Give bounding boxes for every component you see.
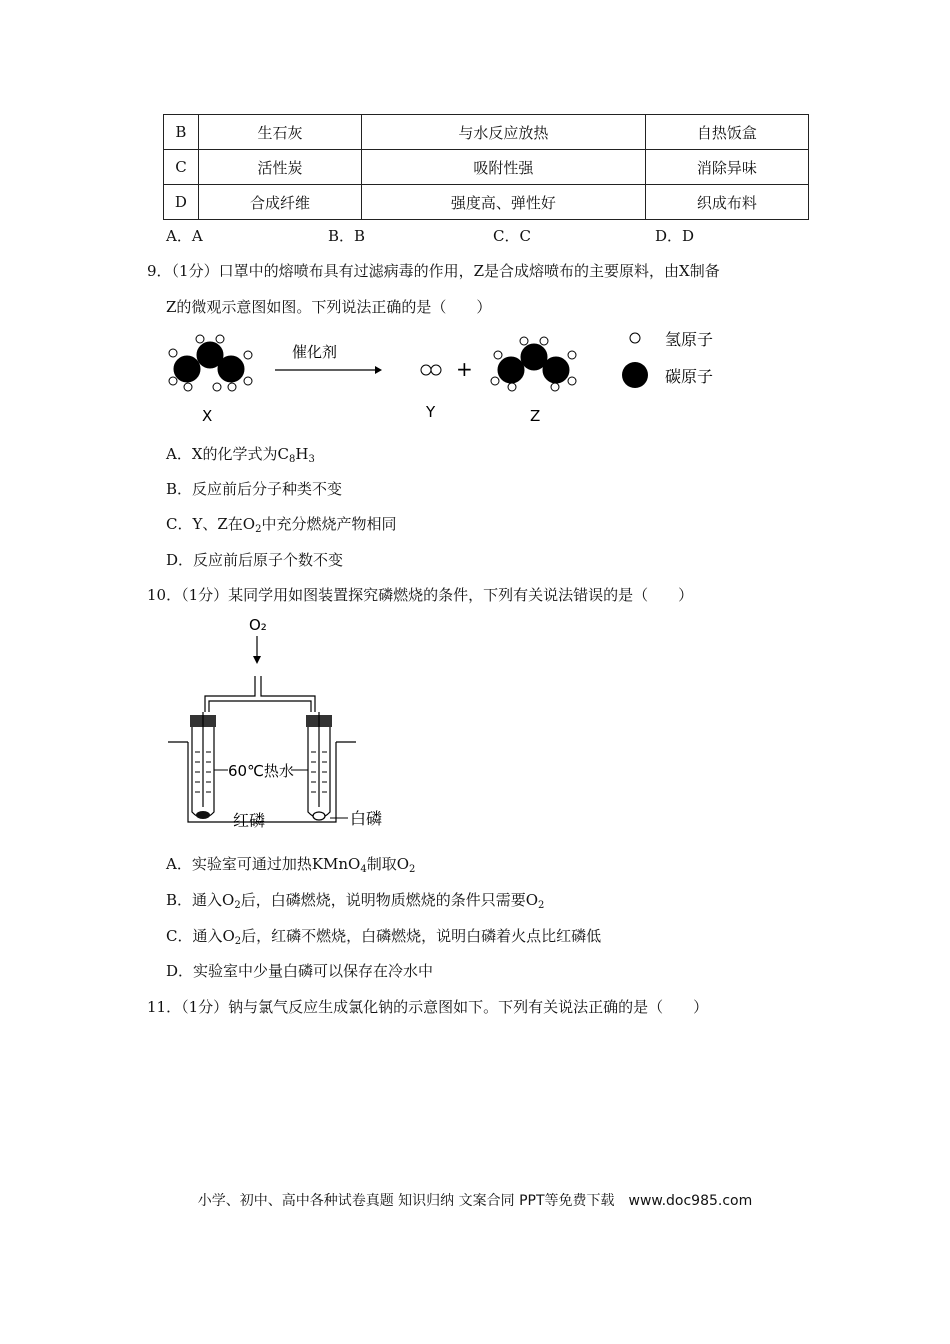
q10-apparatus-diagram <box>160 612 400 837</box>
carbon-atom-icon <box>622 362 648 388</box>
table-row <box>164 150 809 185</box>
q11-stem: 11．（1分）钠与氯气反应生成氯化钠的示意图如下。下列有关说法正确的是（ ） <box>147 998 709 1016</box>
table-cell: D <box>164 185 199 220</box>
q10-option-c[interactable]: C．通入$O_2$后，红磷不燃烧，白磷燃烧，说明白磷着火点比红磷低 <box>166 927 602 947</box>
molecule-z <box>491 337 576 391</box>
q9-option-a[interactable]: A．X的化学式为$C_8H_3$ <box>166 445 315 465</box>
q10-stem: 10．（1分）某同学用如图装置探究磷燃烧的条件，下列有关说法错误的是（ ） <box>147 586 694 604</box>
q9-option-d[interactable]: D．反应前后原子个数不变 <box>166 551 344 569</box>
q8-choice-d[interactable]: D．D <box>655 227 695 245</box>
q8-choice-c[interactable]: C．C <box>493 227 531 245</box>
z-label: Z <box>530 407 541 425</box>
y-label: Y <box>426 403 436 421</box>
molecule-x <box>169 335 252 391</box>
molecule-y <box>421 365 441 375</box>
down-arrow-icon <box>253 656 261 664</box>
table-cell: 织成布料 <box>645 185 808 220</box>
table-cell: 合成纤维 <box>198 185 361 220</box>
table-row <box>164 185 809 220</box>
arrow-head-icon <box>375 366 382 374</box>
x-label: X <box>202 407 213 425</box>
table-cell: 消除异味 <box>645 150 808 185</box>
plus-sign: + <box>456 357 473 381</box>
table-cell: 活性炭 <box>198 150 361 185</box>
table-cell: 吸附性强 <box>362 150 646 185</box>
q8-choice-a[interactable]: A．A <box>166 227 203 245</box>
table-cell: C <box>164 150 199 185</box>
q8-choice-b[interactable]: B．B <box>328 227 366 245</box>
gas-tube <box>205 676 315 712</box>
legend-hydrogen: 氢原子 <box>665 330 714 349</box>
red-phosphorus <box>196 811 210 819</box>
table-cell: 与水反应放热 <box>362 115 646 150</box>
table-cell: 强度高、弹性好 <box>362 185 646 220</box>
red-phosphorus-label: 红磷 <box>233 811 266 830</box>
hot-water-label: 60℃热水 <box>228 762 294 780</box>
white-phosphorus-label: 白磷 <box>350 809 383 828</box>
o2-label: O₂ <box>249 616 267 634</box>
table-cell: 自热饭盒 <box>645 115 808 150</box>
table-row <box>164 115 809 150</box>
q9-option-c[interactable]: C．Y、Z在$O_2$中充分燃烧产物相同 <box>166 515 397 535</box>
catalyst-label: 催化剂 <box>292 343 338 361</box>
table-cell: B <box>164 115 199 150</box>
q10-option-b[interactable]: B．通入$O_2$后，白磷燃烧，说明物质燃烧的条件只需要$O_2$ <box>166 891 545 911</box>
q9-reaction-diagram <box>160 325 760 430</box>
legend-carbon: 碳原子 <box>665 367 714 386</box>
options-table <box>163 114 809 220</box>
q9-option-b[interactable]: B．反应前后分子种类不变 <box>166 480 343 498</box>
q9-stem-line1: 9．（1分）口罩中的熔喷布具有过滤病毒的作用，Z是合成熔喷布的主要原料，由X制备 <box>147 262 720 280</box>
q10-option-a[interactable]: A．实验室可通过加热KMnO$_4$制取$O_2$ <box>166 855 416 875</box>
hydrogen-atom-icon <box>630 333 640 343</box>
white-phosphorus <box>313 812 325 820</box>
q10-option-d[interactable]: D．实验室中少量白磷可以保存在冷水中 <box>166 962 434 980</box>
q9-stem-line2: Z的微观示意图如图。下列说法正确的是（ ） <box>166 298 492 316</box>
table-cell: 生石灰 <box>198 115 361 150</box>
page-footer[interactable]: 小学、初中、高中各种试卷真题 知识归纳 文案合同 PPT等免费下载 www.doc985.com <box>197 1193 753 1209</box>
